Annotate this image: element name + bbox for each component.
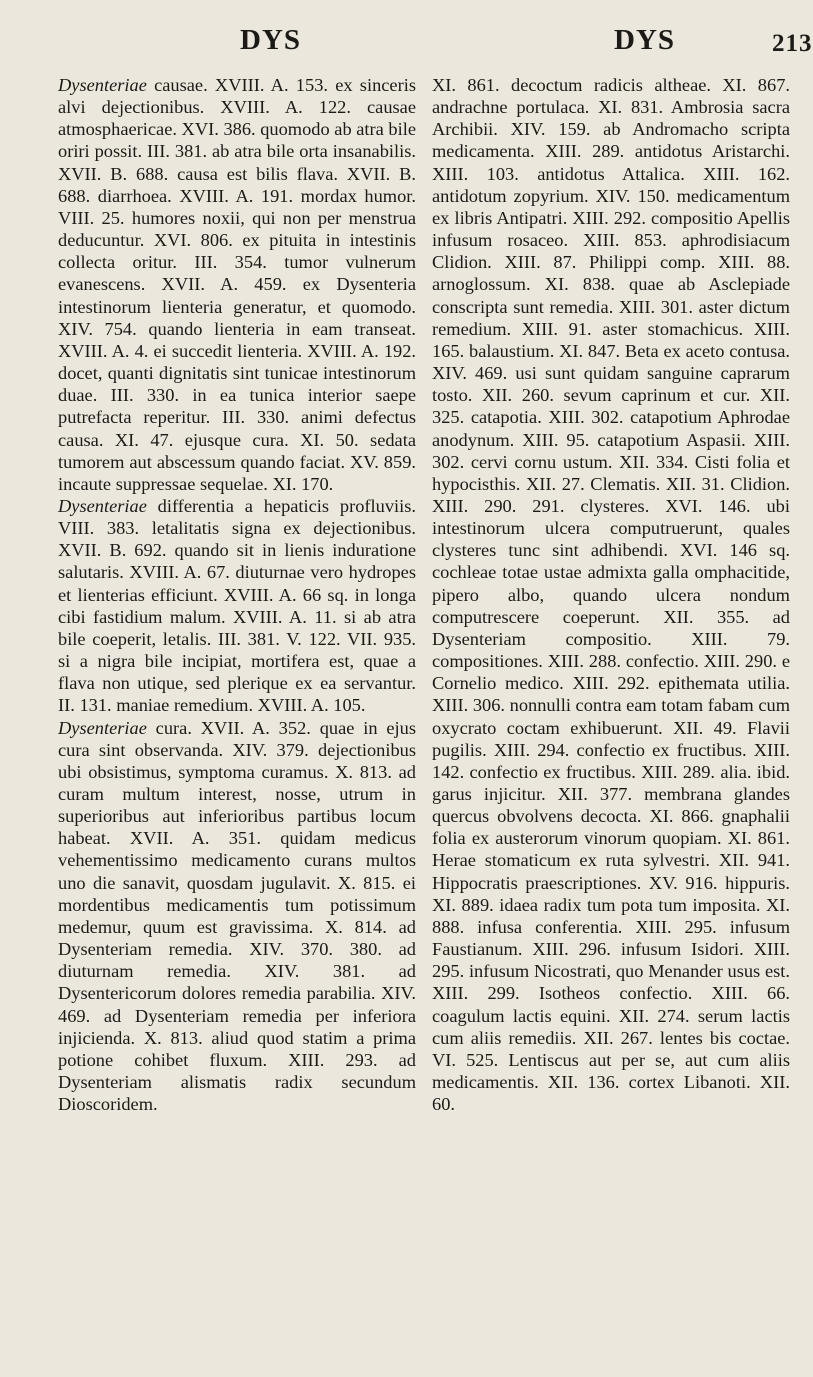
entry-text: differentia a hepaticis profluviis. VIII. 383. letalitatis signa ex dejectionibus. XVII. B. 692. quando sit in lienis induratione salutaris. XVIII. A. 67. diuturnae vero hydropes et lienterias efficiunt. XVIII. A. 66 sq. in longa cibi fastidium malum. XVIII. A. 11. si ab atra bile coeperit, letalis. III. 381. V. 122. VII. 935. si a nigra bile incipiat, mortifera est, quae a flava non utique, sed plerique ex ea servantur. II. 131. maniae remedium. XVIII. A. 105. bbox=[58, 495, 416, 716]
page-number: 213 bbox=[772, 30, 813, 57]
entry-text: causae. XVIII. A. 153. ex sinceris alvi dejectionibus. XVIII. A. 122. causae atmosphaericae. XVI. 386. quomodo ab atra bile oriri possit. III. 381. ab atra bile orta insanabilis. XVII. B. 688. causa est bilis flava. XVII. B. 688. diarrhoea. XVIII. A. 191. mordax humor. VIII. 25. humores noxii, qui non per menstrua deducuntur. XVI. 806. ex pituita in intestinis collecta oritur. III. 354. tumor vulnerum evanescens. XVII. A. 459. ex Dysenteria intestinorum lienteria generatur, et quomodo. XIV. 754. quando lienteria in eam transeat. XVIII. A. 4. ei succedit lienteria. XVIII. A. 192. docet, quanti dignitatis sint tunicae intestinorum duae. III. 330. in ea tunica interior saepe putrefacta reperitur. III. 330. animi defectus causa. XI. 47. ejusque cura. XI. 50. sedata tumorem aut abscessum quando faciat. XV. 859. incaute suppressae sequelae. XI. 170. bbox=[58, 75, 416, 494]
left-column bbox=[58, 74, 416, 1115]
entry-lead: Dysenteriae bbox=[58, 75, 147, 95]
header-left-title: DYS bbox=[240, 24, 302, 56]
index-entry-continuation: XI. 861. decoctum radicis altheae. XI. 867. andrachne portulaca. XI. 831. Ambrosia sacra Archibii. XIV. 159. ab Andromacho scripta medicamenta. XIII. 289. antidotus Aristarchi. XIII. 103. antidotus Attalica. XIII. 162. antidotum zopyrium. XIV. 150. medicamentum ex libris Antipatri. XIII. 292. compositio Apellis infusum rosaceo. XIII. 853. aphrodisiacum Clidion. XIII. 87. Philippi comp. XIII. 88. arnoglossum. XI. 838. quae ab Asclepiade conscripta sunt remedia. XIII. 301. aster dictum remedium. XIII. 91. aster stomachicus. XIII. 165. balaustium. XI. 847. Beta ex aceto contusa. XIV. 469. usi sunt quidam sanguine caprarum tosto. XII. 260. sevum caprinum et cur. XII. 325. catapotia. XIII. 302. catapotium Aphrodae anodynum. XIII. 95. catapotium Aspasii. XIII. 302. cervi cornu ustum. XII. 334. Cisti folia et hypocisthis. XII. 27. Clematis. XII. 31. Clidion. XIII. 290. 291. clysteres. XVI. 146. ubi intestinorum ulcera computruerunt, quales clysteres tunc sint adhibendi. XVI. 146 sq. cochleae totae ustae admixta galla omphacitide, pipero albo, quando ulcera nondum computrescere coeperunt. XII. 355. ad Dysenteriam compositio. XIII. 79. compositiones. XIII. 288. confectio. XIII. 290. e Cornelio medico. XIII. 292. epithemata utilia. XIII. 306. nonnulli contra eam totam fabam cum oxycrato coctam exhibuerunt. XII. 49. Flavii pugilis. XIII. 294. confectio ex fructibus. XIII. 142. confectio ex fructibus. XIII. 289. alia. ibid. garus injicitur. XII. 377. membrana glandes quercus obvolvens decocta. XI. 866. gnaphalii folia ex austerorum vinorum quopiam. XI. 861. Herae stomaticum ex ruta sylvestri. XII. 941. Hippocratis praescriptiones. XV. 916. hippuris. XI. 889. idaea radix tum pota tum imposita. XI. 888. infusa conferentia. XIII. 295. infusum Faustianum. XIII. 296. infusum Isidori. XIII. 295. infusum Nicostrati, quo Menander usus est. XIII. 299. Isotheos confectio. XIII. 66. coagulum lactis equini. XII. 274. serum lactis cum aliis remediis. XII. 267. lentes bis coctae. VI. 525. Lentiscus aut per se, aut cum aliis medicamentis. XII. 136. cortex Libanoti. XII. 60. bbox=[432, 75, 790, 1115]
index-entry-differentia bbox=[58, 495, 416, 717]
right-column bbox=[432, 74, 790, 1115]
header-right-title: DYS bbox=[614, 24, 676, 56]
entry-text: cura. XVII. A. 352. quae in ejus cura sint observanda. XIV. 379. dejectionibus ubi obsistimus, symptoma curamus. X. 813. ad curam multum interest, nosse, utrum in superioribus aut inferioribus partibus locum habeat. XVII. A. 351. quidam medicus vehementissimo medicamento curans multos uno die sanavit, quosdam jugulavit. X. 815. ei mordentibus medicamentis tum potissimum medemur, quum est gravissima. X. 814. ad Dysenteriam remedia. XIV. 370. 380. ad diuturnam remedia. XIV. 381. ad Dysentericorum dolores remedia parabilia. XIV. 469. ad Dysenteriam remedia per inferiora injicienda. X. 813. aliud quod statim a prima potione cohibet fluxum. XIII. 293. ad Dysenteriam alismatis radix secundum Dioscoridem. bbox=[58, 717, 416, 1115]
running-header bbox=[58, 0, 813, 74]
index-entry-cura bbox=[58, 717, 416, 1116]
index-columns bbox=[58, 74, 790, 1115]
index-entry-causae bbox=[58, 74, 416, 495]
entry-lead: Dysenteriae bbox=[58, 717, 147, 738]
entry-lead: Dysenteriae bbox=[58, 495, 147, 516]
